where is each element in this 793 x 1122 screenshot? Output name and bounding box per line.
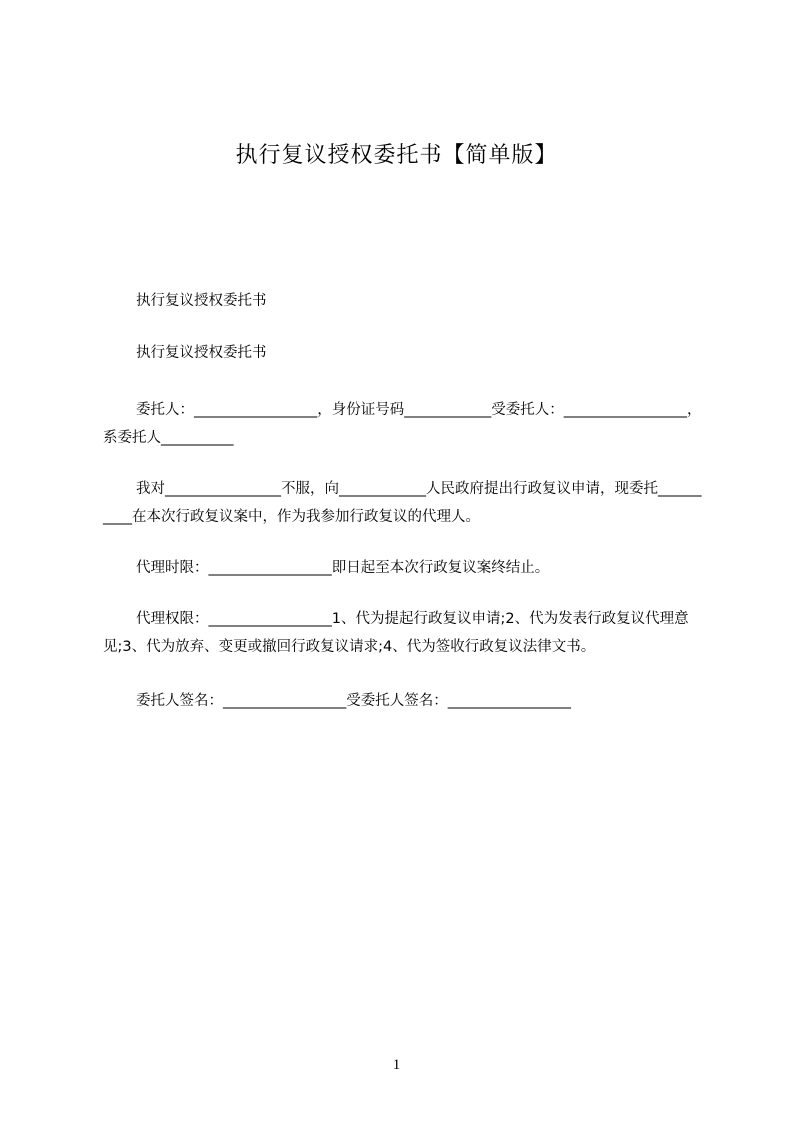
heading-paragraph: 执行复议授权委托书 [136, 293, 267, 309]
page-number: 1 [392, 1057, 401, 1073]
principal-info-paragraph: 委托人：_________________，身份证号码____________受委托人：_________________，系委托人__________ [103, 402, 702, 446]
document-title: 执行复议授权委托书【简单版】 [235, 143, 558, 168]
delegation-statement-paragraph: 我对________________不服，向____________人民政府提出行政复议申请，现委托__________在本次行政复议案中，作为我参加行政复议的代理人。 [103, 481, 702, 525]
agency-term-paragraph: 代理时限：_________________即日起至本次行政复议案终结止。 [136, 560, 550, 576]
agency-authority-paragraph: 代理权限：_________________1、代为提起行政复议申请;2、代为发表行政复议代理意见;3、代为放弃、变更或撤回行政复议请求;4、代为签收行政复议法律文书。 [103, 611, 689, 655]
signature-paragraph: 委托人签名：_________________受委托人签名：_________________ [136, 693, 571, 709]
heading-paragraph-repeat: 执行复议授权委托书 [136, 345, 267, 361]
